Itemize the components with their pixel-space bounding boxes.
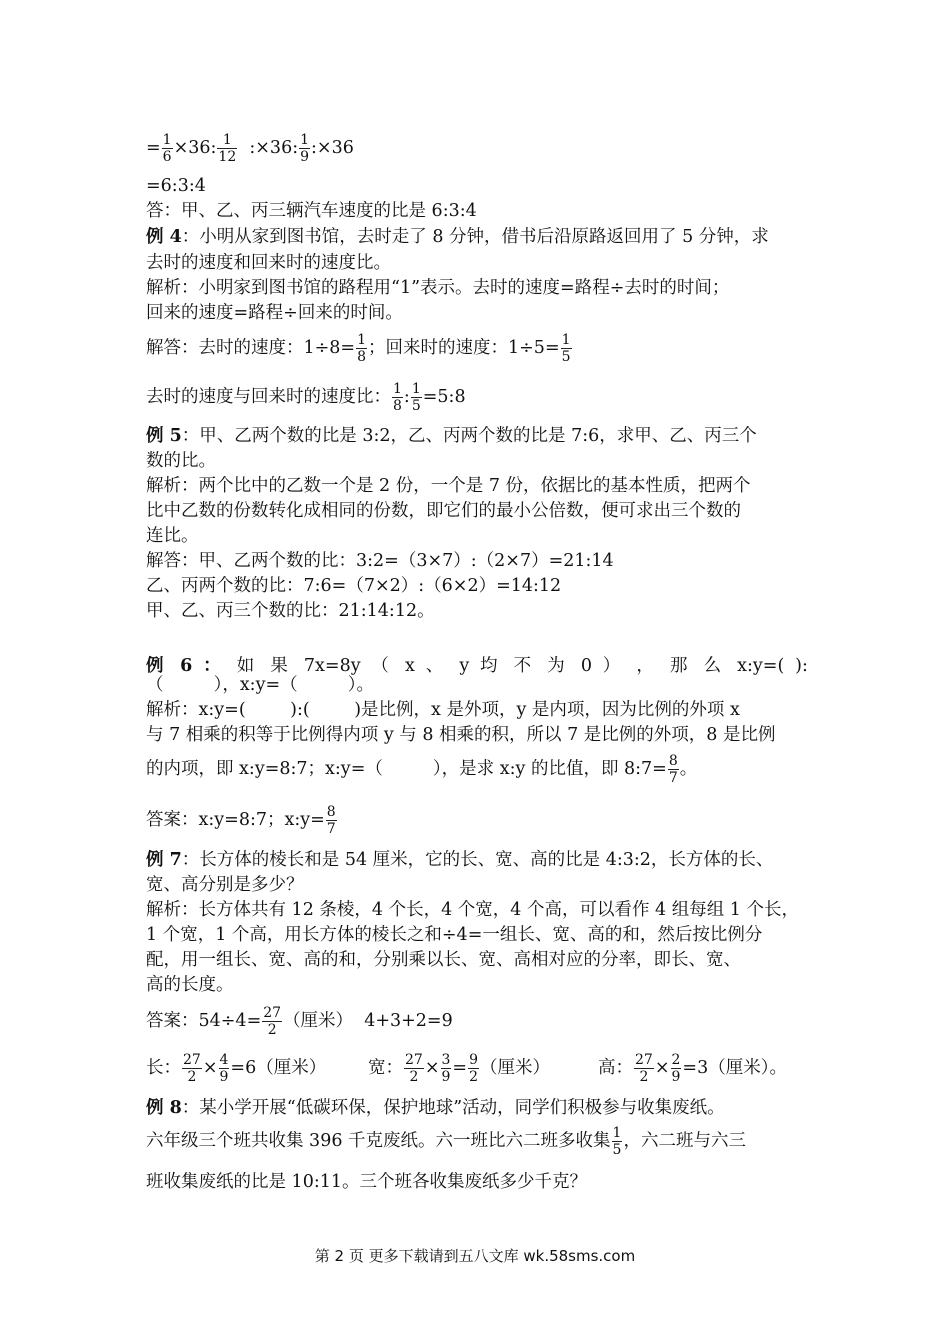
example-5-line-3: 解析：两个比中的乙数一个是 2 份，一个是 7 份，依据比的基本性质，把两个	[146, 476, 751, 496]
fraction: $\frac{9}{2}$	[469, 1052, 479, 1086]
fraction: $\frac{1}{5}$	[411, 381, 421, 415]
example-7-answer: 答案：54÷4= $\frac{27}{2}$ （厘米） 4+3+2=9	[146, 1005, 453, 1039]
example-5-line-4: 比中乙数的份数转化成相同的份数，即它们的最小公倍数，便可求出三个数的	[146, 501, 741, 521]
fraction: $\frac{1}{6}$	[162, 132, 172, 166]
example-7-length: 长： $\frac{27}{2}$ × $\frac{4}{9}$ =6（厘米）	[146, 1052, 327, 1086]
fraction: $\frac{1}{8}$	[393, 381, 402, 415]
example-4-line-3: 解析：小明家到图书馆的路程用“1”表示。去时的速度=路程÷去时的时间；	[146, 278, 730, 298]
example-8-line-1: 例 8：某小学开展“低碳环保，保护地球”活动，同学们积极参与收集废纸。	[146, 1098, 725, 1118]
example-6-line-2: （ ），x:y=（ ）。	[146, 675, 374, 695]
fraction: $\frac{3}{9}$	[441, 1052, 451, 1086]
example-7-line-6: 高的长度。	[146, 975, 234, 995]
example-7-line-4: 1 个宽，1 个高，用长方体的棱长之和÷4=一组长、宽、高的和，然后按比例分	[146, 925, 763, 945]
example-6-answer: 答案：x:y=8:7；x:y= $\frac{8}{7}$	[146, 804, 336, 838]
example-label: 例 6	[146, 656, 193, 676]
page-footer: 第 2 页 更多下载请到五八文库 wk.58sms.com	[314, 1247, 636, 1265]
example-6-line-1: 例 6 ： 如 果 7x=8y （ x 、 y 均 不 为 0 ） ， 那 么 x:y=( ):	[146, 656, 808, 676]
example-4-line-5: 解答：去时的速度：1÷8= $\frac{1}{8}$ ；回来时的速度：1÷5= $\frac{1}{5}$	[146, 332, 571, 366]
fraction: $\frac{2}{9}$	[671, 1052, 681, 1086]
example-7-line-5: 配，用一组长、宽、高的和，分别乘以长、宽、高相对应的分率，即长、宽、	[146, 950, 741, 970]
fraction: $\frac{27}{2}$	[405, 1052, 423, 1086]
example-7-line-2: 宽、高分别是多少？	[146, 875, 304, 895]
example-5-line-5: 连比。	[146, 526, 199, 546]
fraction: $\frac{27}{2}$	[635, 1052, 653, 1086]
example-7-line-3: 解析：长方体共有 12 条棱，4 个长，4 个宽，4 个高，可以看作 4 组每组 1 个长，	[146, 900, 800, 920]
example-label: 例 5	[146, 426, 182, 446]
example-7-width: 宽： $\frac{27}{2}$ × $\frac{3}{9}$ = $\frac{9}{2}$ （厘米）	[368, 1052, 551, 1086]
fraction: $\frac{1}{5}$	[561, 332, 571, 366]
fraction: $\frac{27}{2}$	[263, 1005, 282, 1039]
calc-line-1: = $\frac{1}{6}$ ×36: $\frac{1}{12}$ :×36: $\frac{1}{9}$ :×36	[146, 132, 354, 166]
example-8-line-2: 六年级三个班共收集 396 千克废纸。六一班比六二班多收集 $\frac{1}{5}$ ，六二班与六三	[146, 1125, 746, 1159]
example-5-line-7: 乙、丙两个数的比：7:6=（7×2）:（6×2）=14:12	[146, 576, 562, 596]
example-7-height: 高： $\frac{27}{2}$ × $\frac{2}{9}$ =3（厘米）。	[598, 1052, 787, 1086]
example-8-line-3: 班收集废纸的比是 10:11。三个班各收集废纸多少千克？	[146, 1172, 587, 1192]
example-4-line-6: 去时的速度与回来时的速度比： $\frac{1}{8}$ : $\frac{1}{5}$ =5:8	[146, 381, 466, 415]
example-label: 例 4	[146, 227, 182, 247]
example-5-line-6: 解答：甲、乙两个数的比：3:2=（3×7）:（2×7）=21:14	[146, 551, 614, 571]
example-5-line-1: 例 5：甲、乙两个数的比是 3:2，乙、丙两个数的比是 7:6，求甲、乙、丙三个	[146, 426, 757, 446]
example-6-line-4: 与 7 相乘的积等于比例得内项 y 与 8 相乘的积，所以 7 是比例的外项，8 是比例	[146, 725, 776, 745]
fraction: $\frac{1}{8}$	[357, 332, 367, 366]
example-4-line-1: 例 4：小明从家到图书馆，去时走了 8 分钟，借书后沿原路返回用了 5 分钟，求	[146, 227, 769, 247]
calc-line-2: =6:3:4	[146, 176, 206, 196]
fraction: $\frac{1}{5}$	[612, 1125, 622, 1159]
fraction: $\frac{4}{9}$	[219, 1052, 229, 1086]
example-label: 例 7	[146, 850, 182, 870]
fraction: $\frac{8}{7}$	[326, 804, 336, 838]
fraction: $\frac{8}{7}$	[668, 753, 678, 787]
example-label: 例 8	[146, 1098, 182, 1118]
example-7-line-1: 例 7：长方体的棱长和是 54 厘米，它的长、宽、高的比是 4:3:2，长方体的长、	[146, 850, 774, 870]
example-5-line-8: 甲、乙、丙三个数的比：21:14:12。	[146, 601, 435, 621]
example-4-line-2: 去时的速度和回来时的速度比。	[146, 253, 391, 273]
fraction: $\frac{1}{9}$	[300, 132, 310, 166]
answer-line: 答：甲、乙、丙三辆汽车速度的比是 6:3:4	[146, 201, 477, 221]
example-6-line-5: 的内项，即 x:y=8:7；x:y=（ ），是求 x:y 的比值，即 8:7= $\frac{8}{7}$ 。	[146, 753, 698, 787]
example-5-line-2: 数的比。	[146, 451, 216, 471]
fraction: $\frac{1}{12}$	[218, 132, 237, 166]
fraction: $\frac{27}{2}$	[183, 1052, 201, 1086]
example-4-line-4: 回来的速度=路程÷回来的时间。	[146, 303, 403, 323]
example-6-line-3: 解析：x:y=( ):( )是比例，x 是外项，y 是内项，因为比例的外项 x	[146, 700, 740, 720]
